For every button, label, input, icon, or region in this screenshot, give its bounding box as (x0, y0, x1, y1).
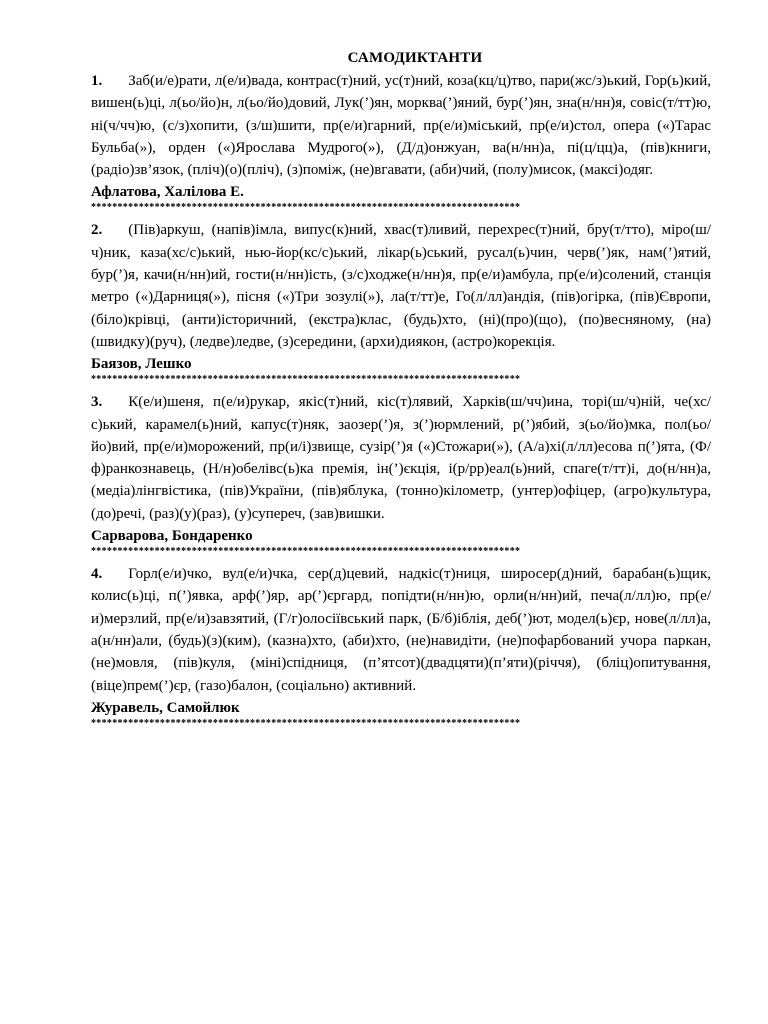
exercise-2-separator: ********************************************************************************* (91, 375, 521, 386)
exercise-3-author: Сарварова, Бондаренко (91, 528, 253, 545)
exercise-4-number: 4. (91, 566, 103, 583)
document-title: САМОДИКТАНТИ (347, 50, 483, 66)
exercise-4 (91, 563, 711, 733)
exercise-2-author: Баязов, Лешко (91, 356, 192, 373)
exercise-3 (91, 391, 711, 561)
exercise-1 (91, 70, 711, 217)
exercise-4-body: Горл(е/и)чко, вул(е/и)чка, сер(д)цевий, надкіс(т)ниця, широсер(д)ний, барабан(ь)щик, колис(ь)ці, п(’)явка, арф(’)яр, ар(’)єргард, попідти(н/нн)ю, орли(н/нн)ий, печа(л/лл)ю, пр(е/и)мерзлий, пр(е/и)завзятий, (Г/г)олосіївський парк, (Б/б)іблія, деб(’)ют, модел(ь)єр, нове(л/лл)а, а(н/нн)али, (будь)(з)(ким), (казна)хто, (аби)хто, (не)навидіти, (не)пофарбований учора паркан, (не)мовля, (пів)куля, (міні)спідниця, (п’ятсот)(двадцяти)(п’яти)(річчя), (бліц)опитування, (віце)прем(’)єр, (газо)балон, (соціально) активний. (91, 566, 711, 694)
exercise-1-number: 1. (91, 73, 103, 89)
exercise-4-text (91, 563, 711, 697)
exercise-2-text (91, 219, 711, 353)
exercise-1-separator: ********************************************************************************* (91, 203, 521, 214)
exercise-3-body: К(е/и)шеня, п(е/и)рукар, якіс(т)ний, кіс(т)лявий, Харків(ш/чч)ина, торі(ш/ч)ній, че(хс/с)ький, карамел(ь)ний, капус(т)няк, заозер(’)я, з(’)юрмлений, р(’)ябий, з(ьо/йо)мка, пол(ьо/йо)вий, пр(е/и)морожений, пр(и/і)звище, сузір(’)я («)Стожари(»), (А/а)хі(л/лл)есова п(’)ята, (Ф/ф)ранкознавець, (Н/н)обелівс(ь)ка премія, ін(’)єкція, і(р/рр)еал(ь)ний, спаге(т/тт)і, до(н/нн)а, (медіа)лінгвістика, (пів)України, (пів)яблука, (тонно)кілометр, (унтер)офіцер, (агро)культура, (до)речі, (раз)(у)(раз), (у)супереч, (зав)вишки. (91, 394, 711, 522)
exercise-2 (91, 219, 711, 389)
exercise-4-separator: ********************************************************************************* (91, 718, 521, 729)
exercise-3-separator: ********************************************************************************* (91, 547, 521, 558)
exercise-2-body: (Пів)аркуш, (напів)імла, випус(к)ний, хвас(т)ливий, перехрес(т)ний, бру(т/тто), міро(ш/ч)ник, каза(хс/с)ький, нью-йор(кс/с)ький, лікар(ь)ський, русал(ь)чин, черв(’)як, нам(’)ятий, бур(’)я, качи(н/нн)ий, гости(н/нн)ість, (з/с)ходже(н/нн)я, пр(е/и)амбула, пр(е/и)солений, станція метро («)Дарниця(»), пісня («)Три зозулі(»), ла(т/тт)е, Го(л/лл)андія, (пів)огірка, (пів)Європи, (біло)крівці, (анти)історичний, (екстра)клас, (будь)хто, (ні)(про)(що), (по)весняному, (на)(швидку)(руч), (ледве)ледве, (з)середини, (архи)диякон, (астро)корекція. (91, 222, 711, 350)
exercise-3-number: 3. (91, 394, 103, 411)
exercise-3-text (91, 391, 711, 525)
exercise-1-text (91, 70, 711, 181)
exercise-1-body: Заб(и/е)рати, л(е/и)вада, контрас(т)ний, ус(т)ний, коза(кц/ц)тво, пари(жс/з)ький, Гор(ь)кий, вишен(ь)ці, л(ьо/йо)н, л(ьо/йо)довий, Лук(’)ян, морква(’)яний, бур(’)ян, зна(н/нн)я, совіс(т/тт)ю, ні(ч/чч)ю, (с/з)хопити, (з/ш)шити, пр(е/и)гарний, пр(е/и)міський, пр(е/и)стол, опера («)Тарас Бульба(»), орден («)Ярослава Мудрого(»), (Д/д)онжуан, ва(н/нн)а, пі(ц/цц)а, (пів)книги, (радіо)зв’язок, (пліч)(о)(пліч), (з)поміж, (не)вгавати, (аби)чий, (полу)мисок, (максі)одяг. (91, 73, 711, 179)
exercise-4-author: Журавель, Самойлюк (91, 699, 240, 716)
document-page (91, 50, 711, 735)
exercise-1-author: Афлатова, Халілова Е. (91, 184, 244, 201)
exercise-2-number: 2. (91, 222, 103, 239)
